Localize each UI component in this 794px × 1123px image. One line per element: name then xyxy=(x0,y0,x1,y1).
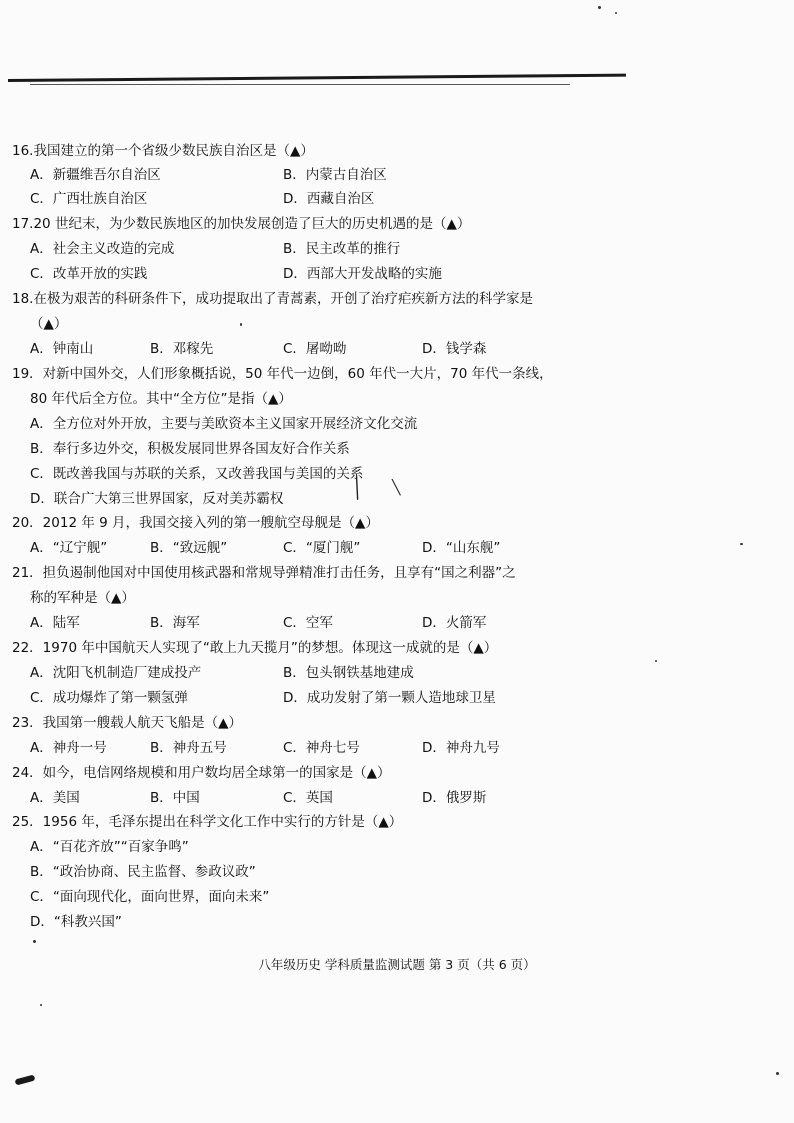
page-footer: 八年级历史 学科质量监测试题 第 3 页（共 6 页） xyxy=(258,957,536,972)
q23-option-b: B．神舟五号 xyxy=(150,740,227,756)
q25-option-d: D．“科教兴国” xyxy=(30,914,122,930)
q21-option-c: C．空军 xyxy=(283,615,333,631)
q17-option-a: A．社会主义改造的完成 xyxy=(30,241,175,257)
question-22-stem: 22．1970 年中国航天人实现了“敢上九天揽月”的梦想。体现这一成就的是（▲） xyxy=(12,640,498,656)
q24-option-a: A．美国 xyxy=(30,790,80,806)
q19-option-a: A．全方位对外开放，主要与美欧资本主义国家开展经济文化交流 xyxy=(30,416,418,432)
scan-speck xyxy=(240,323,242,326)
q17-option-b: B．民主改革的推行 xyxy=(283,241,401,257)
question-18-stem-cont: （▲） xyxy=(30,316,68,332)
q17-option-c: C．改革开放的实践 xyxy=(30,266,148,282)
q19-option-c: C．既改善我国与苏联的关系，又改善我国与美国的关系 xyxy=(30,466,364,482)
question-24-stem: 24．如今，电信网络规模和用户数均居全球第一的国家是（▲） xyxy=(12,765,391,781)
q16-option-a: A．新疆维吾尔自治区 xyxy=(30,167,161,183)
question-23-stem: 23．我国第一艘载人航天飞船是（▲） xyxy=(12,715,243,731)
question-20-stem: 20．2012 年 9 月，我国交接入列的第一艘航空母舰是（▲） xyxy=(12,515,379,531)
q21-option-a: A．陆军 xyxy=(30,615,80,631)
q18-option-a: A．钟南山 xyxy=(30,341,94,357)
q18-option-d: D．钱学森 xyxy=(422,341,487,357)
question-16-stem: 16.我国建立的第一个省级少数民族自治区是（▲） xyxy=(12,143,314,159)
scan-speck xyxy=(33,940,36,943)
q25-option-b: B．“政治协商、民主监督、参政议政” xyxy=(30,864,256,880)
scan-speck xyxy=(40,1004,42,1006)
q20-option-a: A．“辽宁舰” xyxy=(30,540,108,556)
scan-speck xyxy=(776,1072,779,1075)
q21-option-d: D．火箭军 xyxy=(422,615,487,631)
q25-option-a: A．“百花齐放”“百家争鸣” xyxy=(30,839,189,855)
q22-option-d: D．成功发射了第一颗人造地球卫星 xyxy=(283,690,496,706)
q22-option-a: A．沈阳飞机制造厂建成投产 xyxy=(30,665,202,681)
q23-option-d: D．神舟九号 xyxy=(422,740,500,756)
q18-option-c: C．屠呦呦 xyxy=(283,341,347,357)
scan-speck xyxy=(615,12,617,14)
scan-speck xyxy=(598,6,601,9)
q20-option-b: B．“致远舰” xyxy=(150,540,228,556)
q19-option-d: D．联合广大第三世界国家，反对美苏霸权 xyxy=(30,491,284,507)
question-21-stem: 21．担负遏制他国对中国使用核武器和常规导弹精准打击任务，且享有“国之利器”之 xyxy=(12,565,516,581)
q20-option-c: C．“厦门舰” xyxy=(283,540,361,556)
q22-option-b: B．包头钢铁基地建成 xyxy=(283,665,414,681)
q25-option-c: C．“面向现代化，面向世界，面向未来” xyxy=(30,889,270,905)
scan-speck xyxy=(655,660,657,662)
q18-option-b: B．邓稼先 xyxy=(150,341,214,357)
q16-option-d: D．西藏自治区 xyxy=(283,191,375,207)
header-rule xyxy=(8,74,626,82)
q19-option-b: B．奉行多边外交，积极发展同世界各国友好合作关系 xyxy=(30,441,350,457)
q20-option-d: D．“山东舰” xyxy=(422,540,501,556)
scan-speck xyxy=(740,543,743,545)
q23-option-a: A．神舟一号 xyxy=(30,740,107,756)
q21-option-b: B．海军 xyxy=(150,615,200,631)
question-17-stem: 17.20 世纪末，为少数民族地区的加快发展创造了巨大的历史机遇的是（▲） xyxy=(12,216,471,232)
q24-option-b: B．中国 xyxy=(150,790,200,806)
q24-option-d: D．俄罗斯 xyxy=(422,790,487,806)
question-19-stem-cont: 80 年代后全方位。其中“全方位”是指（▲） xyxy=(30,391,292,407)
pen-mark: ╲ xyxy=(392,480,401,496)
question-25-stem: 25．1956 年，毛泽东提出在科学文化工作中实行的方针是（▲） xyxy=(12,814,403,830)
q23-option-c: C．神舟七号 xyxy=(283,740,360,756)
question-21-stem-cont: 称的军种是（▲） xyxy=(30,590,135,606)
q16-option-b: B．内蒙古自治区 xyxy=(283,167,387,183)
q22-option-c: C．成功爆炸了第一颗氢弹 xyxy=(30,690,188,706)
question-18-stem: 18.在极为艰苦的科研条件下，成功提取出了青蒿素，开创了治疗疟疾新方法的科学家是 xyxy=(12,291,533,307)
question-19-stem: 19．对新中国外交，人们形象概括说，50 年代一边倒，60 年代一大片，70 年代一条线， xyxy=(12,366,553,382)
header-rule-thin xyxy=(30,84,570,85)
scan-blot xyxy=(15,1075,36,1086)
pen-mark: ╱ xyxy=(347,476,368,501)
q16-option-c: C．广西壮族自治区 xyxy=(30,191,148,207)
q24-option-c: C．英国 xyxy=(283,790,333,806)
q17-option-d: D．西部大开发战略的实施 xyxy=(283,266,442,282)
